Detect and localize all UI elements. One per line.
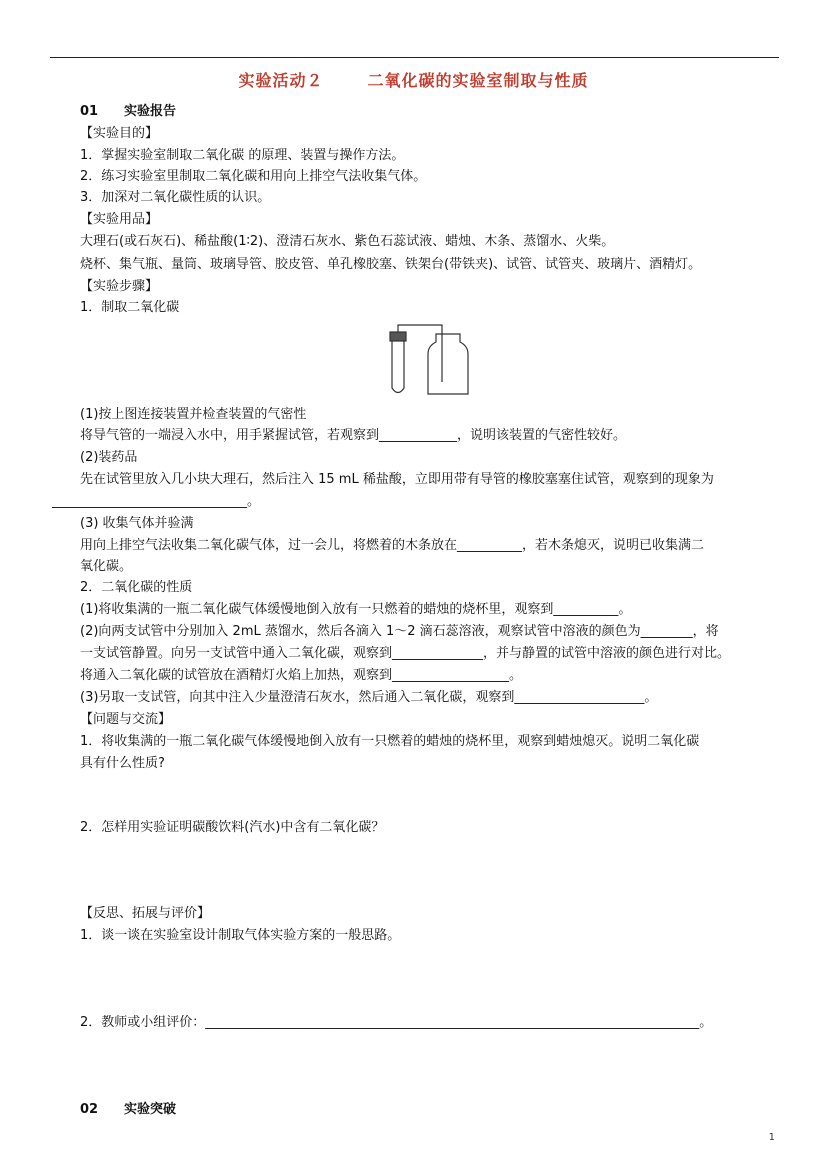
page-title	[0, 68, 827, 91]
section1-label: 实验报告	[124, 104, 177, 119]
step-1-title: 1．制取二氧化碳	[80, 300, 180, 315]
section1-number: 01	[80, 104, 99, 119]
step-2-2-c: 将通入二氧化碳的试管放在酒精灯火焰上加热，观察到__________________。	[80, 668, 523, 683]
title-part1: 实验活动２	[238, 71, 324, 90]
test-tube	[392, 340, 404, 393]
materials-heading: 【实验用品】	[80, 212, 159, 227]
step-2-2-a: (2)向两支试管中分别加入 2mL 蒸馏水，然后各滴入 1～2 滴石蕊溶液，观察试管中溶液的颜色为________，将	[80, 624, 719, 639]
step-1-3-text-1: 用向上排空气法收集二氧化碳气体，过一会儿，将燃着的木条放在__________，若木条熄灭，说明已收集满二	[80, 538, 705, 553]
step-2-2-b: 一支试管静置。向另一支试管中通入二氧化碳，观察到______________，并与静置的试管中溶液的颜色进行对比。	[80, 646, 731, 661]
materials-line-1: 大理石(或石灰石)、稀盐酸(1∶2)、澄清石灰水、紫色石蕊试液、蜡烛、木条、蒸馏水、火柴。	[80, 234, 615, 249]
question-2: 2．怎样用实验证明碳酸饮料(汽水)中含有二氧化碳？	[80, 820, 385, 835]
title-part2: 二氧化碳的实验室制取与性质	[367, 71, 589, 90]
step-1-3-title: (3) 收集气体并验满	[80, 516, 194, 531]
step-1-1-title: (1)按上图连接装置并检查装置的气密性	[80, 407, 307, 422]
questions-heading: 【问题与交流】	[80, 712, 172, 727]
purpose-item-1: 1．掌握实验室制取二氧化碳 的原理、装置与操作方法。	[80, 148, 405, 163]
step-1-2-text-2: ______________________________。	[52, 494, 261, 509]
question-1-a: 1．将收集满的一瓶二氧化碳气体缓慢地倒入放有一只燃着的蜡烛的烧杯里，观察到蜡烛熄灭。说明二氧化碳	[80, 734, 700, 749]
question-1-b: 具有什么性质?	[80, 756, 165, 771]
reflection-heading: 【反思、拓展与评价】	[80, 906, 211, 921]
steps-heading: 【实验步骤】	[80, 279, 159, 294]
purpose-heading: 【实验目的】	[80, 126, 159, 141]
step-2-3: (3)另取一支试管，向其中注入少量澄清石灰水，然后通入二氧化碳，观察到____________________。	[80, 690, 658, 705]
step-1-2-text-1: 先在试管里放入几小块大理石，然后注入 15 mL 稀盐酸，立即用带有导管的橡胶塞塞住试管，观察到的现象为	[80, 472, 714, 487]
section1-heading	[80, 102, 176, 122]
purpose-item-3: 3．加深对二氧化碳性质的认识。	[80, 190, 271, 205]
reflection-1: 1．谈一谈在实验室设计制取气体实验方案的一般思路。	[80, 928, 401, 943]
page-number: 1	[768, 1132, 775, 1143]
section2-number: 02	[80, 1102, 99, 1117]
step-2-title: 2．二氧化碳的性质	[80, 580, 193, 595]
materials-line-2: 烧杯、集气瓶、量筒、玻璃导管、胶皮管、单孔橡胶塞、铁架台(带铁夹)、试管、试管夹、玻璃片、酒精灯。	[80, 257, 702, 272]
step-1-2-title: (2)装药品	[80, 450, 138, 465]
gas-bottle	[428, 334, 468, 394]
section2-label: 实验突破	[124, 1102, 177, 1117]
header-rule	[50, 57, 779, 58]
step-1-1-text: 将导气管的一端浸入水中，用手紧握试管，若观察到____________，说明该装置的气密性较好。	[80, 428, 627, 443]
section2-heading	[80, 1100, 176, 1120]
apparatus-diagram	[384, 318, 474, 398]
reflection-2: 2．教师或小组评价：____________________________________________________________________________。	[80, 1015, 713, 1030]
step-2-1: (1)将收集满的一瓶二氧化碳气体缓慢地倒入放有一只燃着的蜡烛的烧杯里，观察到__________。	[80, 602, 632, 617]
rubber-stopper	[390, 332, 406, 341]
purpose-item-2: 2．练习实验室里制取二氧化碳和用向上排空气法收集气体。	[80, 169, 427, 184]
step-1-3-text-2: 氧化碳。	[80, 559, 133, 574]
